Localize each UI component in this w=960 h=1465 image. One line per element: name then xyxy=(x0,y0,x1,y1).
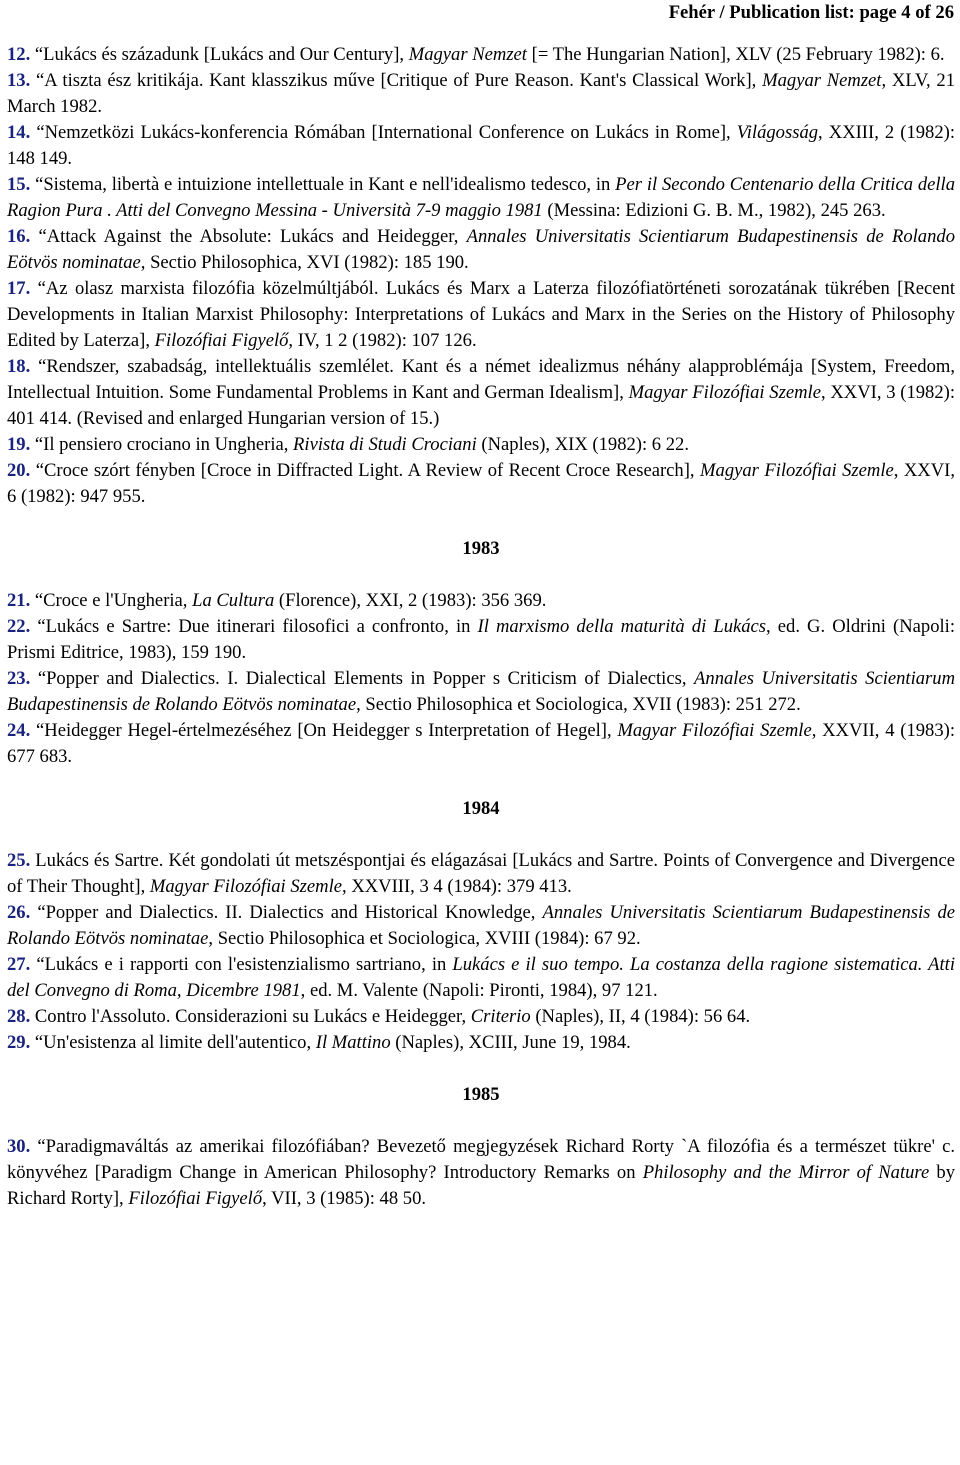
entry-number: 22. xyxy=(7,616,31,637)
publication-entry: 16. “Attack Against the Absolute: Lukács and Heidegger, Annales Universitatis Scientiarum Budapestinensis de Rolando Eötvös nominatae, Sectio Philosophica, XVI (1982): 185 190. xyxy=(7,226,955,273)
entry-details: (Naples), XCIII, June 19, 1984. xyxy=(390,1032,631,1053)
spacer xyxy=(7,1108,955,1134)
entry-source: Világosság xyxy=(736,122,819,143)
entry-source: Filozófiai Figyelő xyxy=(154,330,289,351)
publication-entry: 17. “Az olasz marxista filozófia közelmúltjából. Lukács és Marx a Laterza filozófiatörténeti sorozatának tükrében [Recent Developments in Italian Marxist Philosophy: Interpretations of Lukács and Marx in the Series on the History of Philosophy Edited by Laterza], Filozófiai Figyelő, IV, 1 2 (1982): 107 126. xyxy=(7,278,955,351)
entry-number: 25. xyxy=(7,850,31,871)
entry-source: Annales Universitatis Scientiarum Budapestinensis de Rolando Eötvös nominatae xyxy=(7,902,955,949)
publication-entry: 19. “Il pensiero crociano in Ungheria, Rivista di Studi Crociani (Naples), XIX (1982): 6 22. xyxy=(7,434,689,455)
entry-source: Philosophy and the Mirror of Nature xyxy=(642,1162,930,1183)
entry-title: Lukács és századunk [Lukács and Our Century], xyxy=(43,44,409,65)
entry-source: Magyar Filozófiai Szemle xyxy=(700,460,894,481)
entry-source: La Cultura xyxy=(192,590,275,611)
publication-entry: 12. “Lukács és századunk [Lukács and Our Century], Magyar Nemzet [= The Hungarian Nation], XLV (25 February 1982): 6. xyxy=(7,44,945,65)
entry-title: Nemzetközi Lukács-konferencia Rómában [International Conference on Lukács in Rome], xyxy=(44,122,737,143)
entry-title: Lukács e i rapporti con l'esistenzialismo sartriano, in xyxy=(44,954,453,975)
spacer xyxy=(7,562,955,588)
entry-number: 16. xyxy=(7,226,31,247)
publication-list xyxy=(7,42,955,1212)
entry-source: Magyar Filozófiai Szemle xyxy=(617,720,812,741)
entry-details: , XXVI, 3 (1982): 401 414. (Revised and enlarged Hungarian version of 15.) xyxy=(7,382,955,429)
entry-details: [= The Hungarian Nation], XLV (25 February 1982): 6. xyxy=(526,44,945,65)
publication-entry: 22. “Lukács e Sartre: Due itinerari filosofici a confronto, in Il marxismo della maturità di Lukács, ed. G. Oldrini (Napoli: Prismi Editrice, 1983), 159 190. xyxy=(7,616,955,663)
entry-number: 15. xyxy=(7,174,31,195)
entry-number: 13. xyxy=(7,70,31,91)
entry-source: Rivista di Studi Crociani xyxy=(293,434,477,455)
publication-entry: 29. “Un'esistenza al limite dell'autentico, Il Mattino (Naples), XCIII, June 19, 1984. xyxy=(7,1032,631,1053)
entry-number: 19. xyxy=(7,434,31,455)
entry-number: 30. xyxy=(7,1136,31,1157)
entry-details: (Naples), II, 4 (1984): 56 64. xyxy=(530,1006,751,1027)
entry-number: 17. xyxy=(7,278,31,299)
entry-source: Il marxismo della maturità di Lukács xyxy=(477,616,767,637)
entry-title: Heidegger Hegel-értelmezéséhez [On Heidegger s Interpretation of Hegel], xyxy=(44,720,618,741)
entry-source: Per il Secondo Centenario della Critica della Ragion Pura . Atti del Convegno Messina - Università 7-9 maggio 1981 xyxy=(7,174,956,221)
entry-details: , XXVI, 6 (1982): 947 955. xyxy=(7,460,955,507)
spacer xyxy=(7,822,955,848)
page-header: Fehér / Publication list: page 4 of 26 xyxy=(668,2,954,23)
publication-entry: 20. “Croce szórt fényben [Croce in Diffracted Light. A Review of Recent Croce Research], Magyar Filozófiai Szemle, XXVI, 6 (1982): 947 955. xyxy=(7,460,955,507)
entry-source: Magyar Filozófiai Szemle xyxy=(628,382,821,403)
entry-title: Rendszer, szabadság, intellektuális szemlélet. Kant és a német idealizmus néhány alapproblémája [System, Freedom, Intellectual Intuition. Some Fundamental Problems in Kant and German Idealism], xyxy=(7,356,956,403)
publication-entry xyxy=(7,848,955,900)
header-page-total: 26 xyxy=(935,2,954,23)
header-label: Publication list: page xyxy=(729,2,897,23)
entry-number: 20. xyxy=(7,460,31,481)
entry-title: Lukács és Sartre. Két gondolati út metszéspontjai és elágazásai [Lukács and Sartre. Points of Convergence and Divergence of Their Thought], xyxy=(7,850,955,897)
entry-title: Un'esistenza al limite dell'autentico, xyxy=(43,1032,316,1053)
entry-title: Croce szórt fényben [Croce in Diffracted Light. A Review of Recent Croce Research], xyxy=(43,460,701,481)
entry-title: Sistema, libertà e intuizione intellettuale in Kant e nell'idealismo tedesco, in xyxy=(43,174,616,195)
entry-number: 26. xyxy=(7,902,31,923)
entry-details: , Sectio Philosophica et Sociologica, XVIII (1984): 67 92. xyxy=(208,928,641,949)
spacer xyxy=(7,510,955,536)
entry-number: 29. xyxy=(7,1032,31,1053)
publication-entry: 21. “Croce e l'Ungheria, La Cultura (Florence), XXI, 2 (1983): 356 369. xyxy=(7,590,547,611)
entry-number: 27. xyxy=(7,954,31,975)
publication-entry: 27. “Lukács e i rapporti con l'esistenzialismo sartriano, in Lukács e il suo tempo. La costanza della ragione sistematica. Atti del Convegno di Roma, Dicembre 1981, ed. M. Valente (Napoli: Pironti, 1984), 97 121. xyxy=(7,954,955,1001)
header-author: Fehér xyxy=(668,2,715,23)
entry-title: Paradigmaváltás az amerikai filozófiában? Bevezető megjegyzések Richard Rorty `A filozófia és a természet tükre' c. könyvéhez [Paradigm Change in American Philosophy? Introductory Remarks on xyxy=(7,1136,955,1183)
spacer xyxy=(7,1056,955,1082)
entry-details: (Naples), XIX (1982): 6 22. xyxy=(476,434,689,455)
entry-number: 21. xyxy=(7,590,31,611)
publication-entry: 23. “Popper and Dialectics. I. Dialectical Elements in Popper s Criticism of Dialectics, Annales Universitatis Scientiarum Budapestinensis de Rolando Eötvös nominatae, Sectio Philosophica et Sociologica, XVII (1983): 251 272. xyxy=(7,668,956,715)
entry-source: Il Mattino xyxy=(315,1032,391,1053)
entry-details: , XXIII, 2 (1982): 148 149. xyxy=(7,122,956,169)
entry-source: Annales Universitatis Scientiarum Budapestinensis de Rolando Eötvös nominatae xyxy=(7,668,956,715)
entry-source: Magyar Nemzet xyxy=(762,70,882,91)
entry-journal: Filozófiai Figyelő xyxy=(128,1188,263,1209)
entry-title: Il pensiero crociano in Ungheria, xyxy=(43,434,294,455)
entry-details: , XXVII, 4 (1983): 677 683. xyxy=(7,720,955,767)
entry-details: , IV, 1 2 (1982): 107 126. xyxy=(288,330,477,351)
publication-entry: 26. “Popper and Dialectics. II. Dialectics and Historical Knowledge, Annales Universitatis Scientiarum Budapestinensis de Rolando Eötvös nominatae, Sectio Philosophica et Sociologica, XVIII (1984): 67 92. xyxy=(7,902,955,949)
entry-title: Lukács e Sartre: Due itinerari filosofici a confronto, in xyxy=(45,616,478,637)
spacer xyxy=(7,770,955,796)
entry-number: 18. xyxy=(7,356,31,377)
entry-source: Criterio xyxy=(470,1006,531,1027)
year-heading-1984: 1984 xyxy=(462,798,500,819)
entry-number: 28. xyxy=(7,1006,31,1027)
entry-details: (Florence), XXI, 2 (1983): 356 369. xyxy=(274,590,547,611)
entry-details: , VII, 3 (1985): 48 50. xyxy=(262,1188,427,1209)
entry-source: Magyar Filozófiai Szemle xyxy=(149,876,343,897)
entry-title: Popper and Dialectics. II. Dialectics and Historical Knowledge, xyxy=(45,902,543,923)
entry-title: Popper and Dialectics. I. Dialectical Elements in Popper s Criticism of Dialectics, xyxy=(46,668,695,689)
publication-entry: 13. “A tiszta ész kritikája. Kant klasszikus műve [Critique of Pure Reason. Kant's Classical Work], Magyar Nemzet, XLV, 21 March 1982. xyxy=(7,70,956,117)
entry-number: 23. xyxy=(7,668,31,689)
header-of: of xyxy=(915,2,931,23)
year-heading-1983: 1983 xyxy=(462,538,500,559)
publication-entry xyxy=(7,1004,955,1030)
entry-title: Contro l'Assoluto. Considerazioni su Lukács e Heidegger, xyxy=(34,1006,471,1027)
publication-entry: 14. “Nemzetközi Lukács-konferencia Rómában [International Conference on Lukács in Rome], Világosság, XXIII, 2 (1982): 148 149. xyxy=(7,122,956,169)
entry-details: , XXVIII, 3 4 (1984): 379 413. xyxy=(342,876,572,897)
entry-details: by Richard Rorty], xyxy=(7,1162,956,1209)
entry-details: , ed. M. Valente (Napoli: Pironti, 1984), 97 121. xyxy=(300,980,658,1001)
entry-source: Annales Universitatis Scientiarum Budapestinensis de Rolando Eötvös nominatae xyxy=(7,226,955,273)
publication-entry: 18. “Rendszer, szabadság, intellektuális szemlélet. Kant és a német idealizmus néhány alapproblémája [System, Freedom, Intellectual Intuition. Some Fundamental Problems in Kant and German Idealism], Magyar Filozófiai Szemle, XXVI, 3 (1982): 401 414. (Revised and enlarged Hungarian version of 15.) xyxy=(7,356,956,429)
publication-entry: 24. “Heidegger Hegel-értelmezéséhez [On Heidegger s Interpretation of Hegel], Magyar Filozófiai Szemle, XXVII, 4 (1983): 677 683. xyxy=(7,720,955,767)
entry-title: Croce e l'Ungheria, xyxy=(43,590,193,611)
entry-details: , Sectio Philosophica, XVI (1982): 185 190. xyxy=(140,252,469,273)
entry-number: 14. xyxy=(7,122,31,143)
entry-details: , Sectio Philosophica et Sociologica, XVII (1983): 251 272. xyxy=(356,694,801,715)
entry-title: A tiszta ész kritikája. Kant klasszikus műve [Critique of Pure Reason. Kant's Classical Work], xyxy=(44,70,763,91)
publication-entry: 30. “Paradigmaváltás az amerikai filozófiában? Bevezető megjegyzések Richard Rorty `A filozófia és a természet tükre' c. könyvéhez [Paradigm Change in American Philosophy? Introductory Remarks on Philosophy and the Mirror of Nature by Richard Rorty], Filozófiai Figyelő, VII, 3 (1985): 48 50. xyxy=(7,1136,956,1209)
entry-title: Attack Against the Absolute: Lukács and Heidegger, xyxy=(46,226,467,247)
header-page-number: 4 xyxy=(901,2,911,23)
year-heading-1985: 1985 xyxy=(462,1084,500,1105)
entry-details: (Messina: Edizioni G. B. M., 1982), 245 263. xyxy=(542,200,886,221)
entry-source: Lukács e il suo tempo. La costanza della ragione sistematica. Atti del Convegno di Roma, Dicembre 1981 xyxy=(7,954,955,1001)
entry-number: 24. xyxy=(7,720,31,741)
publication-entry: 15. “Sistema, libertà e intuizione intellettuale in Kant e nell'idealismo tedesco, in Per il Secondo Centenario della Critica della Ragion Pura . Atti del Convegno Messina - Università 7-9 maggio 1981 (Messina: Edizioni G. B. M., 1982), 245 263. xyxy=(7,174,956,221)
entry-details: , XLV, 21 March 1982. xyxy=(7,70,956,117)
entry-details: , ed. G. Oldrini (Napoli: Prismi Editrice, 1983), 159 190. xyxy=(7,616,955,663)
entry-number: 12. xyxy=(7,44,31,65)
entry-source: Magyar Nemzet xyxy=(408,44,527,65)
entry-title: Az olasz marxista filozófia közelmúltjából. Lukács és Marx a Laterza filozófiatörténeti sorozatának tükrében [Recent Developments in Italian Marxist Philosophy: Interpretations of Lukács and Marx in the Series on the History of Philosophy Edited by Laterza], xyxy=(7,278,955,351)
